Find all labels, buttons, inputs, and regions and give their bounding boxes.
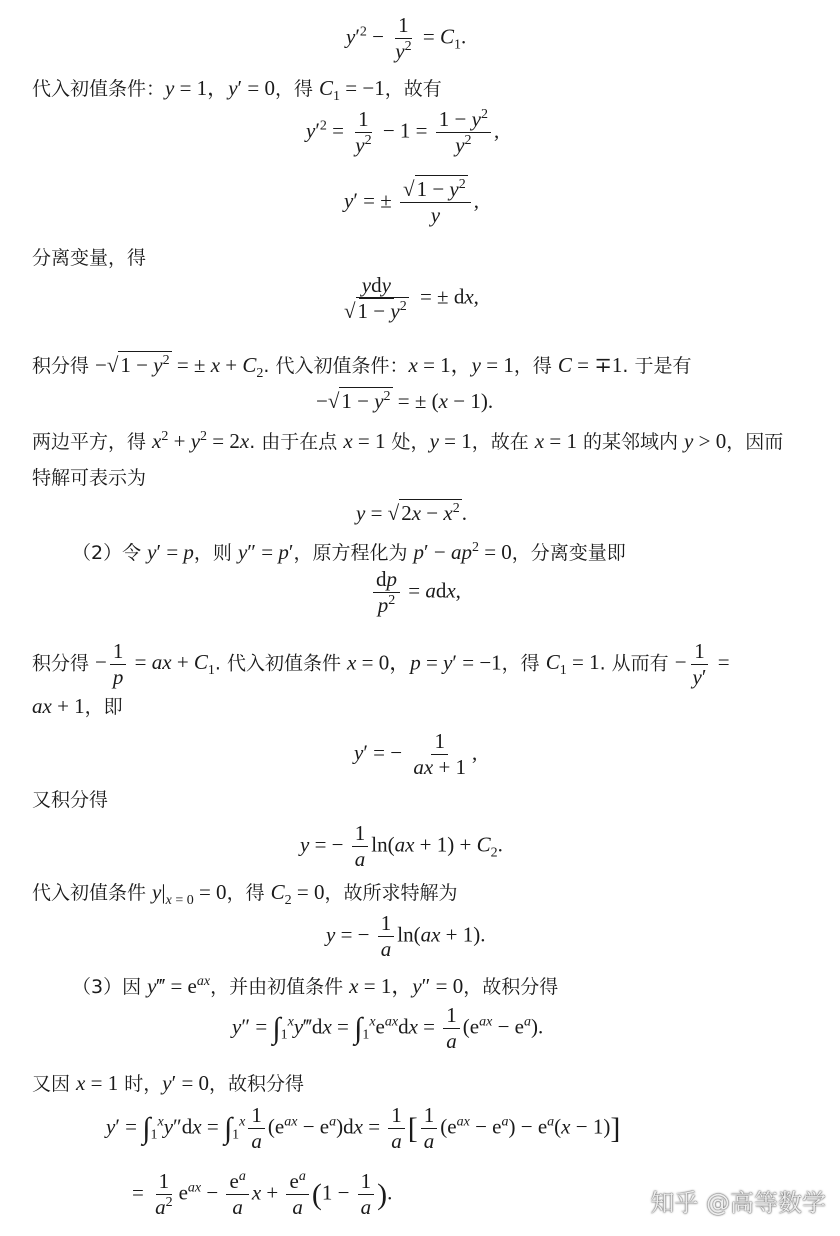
equation-12: $y' = \int_1^xy''dx = \int_1^x$ $\frac{1}{a}$ $(e^{ax} - e^a)dx$ = $\frac{1}{a}$ [ $\frac{1}{a}$ $(e^{ax} - e^a) - e^a(x - 1)$] xyxy=(106,1103,621,1154)
text-line-7: 积分得 − $\frac{1}{p}$ = ax + $C_1$. 代入初值条件 x = 0，p = y′ = −1，得 $C_1 = 1$. 从而有 − $\frac{1}{y'}$ = xyxy=(32,639,730,690)
equation-13: = $\frac{1}{a^2}$ $e^{ax}$ − $\frac{e^a}{a}$ x + $\frac{e^a}{a}$ (1 − $\frac{1}{a}$ ). xyxy=(132,1169,393,1220)
equation-7: $\frac{dp}{p^2}$ = adx, xyxy=(370,568,461,617)
text-line-8: ax + 1，即 xyxy=(32,694,123,718)
text-line-1: 代入初值条件：y = 1，y′ = 0，得 $C_1 = -1$，故有 xyxy=(32,76,442,105)
equation-11: $y'' = \int_1^xy‴dx = \int_1^xe^{ax}dx$ = $\frac{1}{a}$ $(e^{ax} - e^a)$. xyxy=(232,1003,544,1054)
text-line-4: 两边平方，得 $x^2 + y^2 = 2x$. 由于在点 x = 1 处，y = 1，故在 x = 1 的某邻域内 y > 0，因而 xyxy=(32,429,784,453)
equation-4: $\frac{\text{ydy}}{√1 - y^2}$ = ± dx, xyxy=(344,273,479,324)
watermark: 知乎 @高等数学 xyxy=(650,1189,826,1217)
equation-5: $-√1 - y^2$ = ± (x − 1). xyxy=(316,389,494,413)
equation-8: y′ = − $\frac{1}{ax + 1}$ , xyxy=(354,729,478,780)
text-line-6: （2）令 y′ = p，则 y″ = p′，原方程化为 $p' - ap^2 = 0$，分离变量即 xyxy=(72,540,626,564)
equation-10: y = − $\frac{1}{a}$ ln(ax + 1). xyxy=(326,911,486,962)
text-line-10: 代入初值条件 $y|_{x = 0} = 0$，得 $C_2 = 0$，故所求特解为 xyxy=(32,880,458,909)
equation-2: $y'^2$ = $\frac{1}{y^2}$ − 1 = $\frac{1 - y^2}{y^2}$ , xyxy=(306,107,500,158)
text-line-5: 特解可表示为 xyxy=(32,467,147,489)
text-line-9: 又积分得 xyxy=(32,789,109,811)
equation-1: $y'^2$ − $\frac{1}{y^2}$ = $C_1$. xyxy=(346,13,467,64)
equation-6: $y = √2x - x^2$. xyxy=(356,501,467,525)
text-line-12: 又因 x = 1 时，y′ = 0，故积分得 xyxy=(32,1071,305,1095)
equation-3: y′ = ± $\frac{√1 - y^2}{y}$ , xyxy=(344,177,479,228)
text-line-11: （3）因 y‴ = $e^{ax}$，并由初值条件 x = 1，y″ = 0，故积分得 xyxy=(72,974,559,998)
text-line-3: 积分得 $-√1 - y^2$ = ± $x + C_2$. 代入初值条件：x = 1，y = 1，得 C = ∓1. 于是有 xyxy=(32,353,692,382)
equation-9: y = − $\frac{1}{a}$ $\ln(ax + 1) + C_2$. xyxy=(300,821,503,872)
text-line-2: 分离变量，得 xyxy=(32,247,147,269)
